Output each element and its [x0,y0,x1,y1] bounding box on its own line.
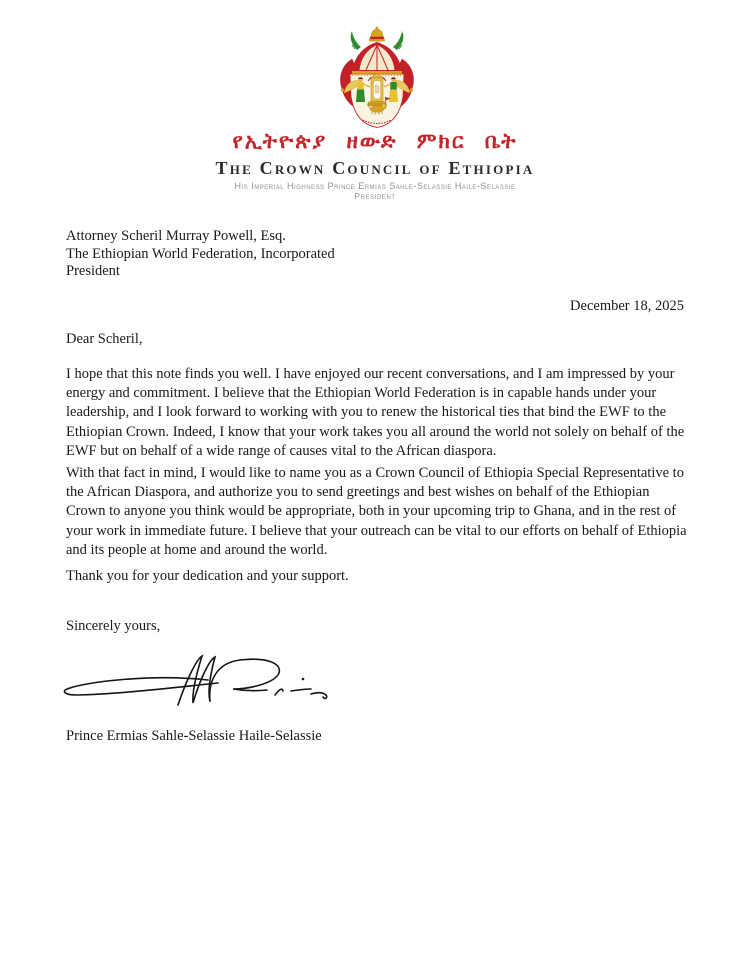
handwritten-signature-image [60,650,332,714]
recipient-block [66,228,686,281]
letterhead-presidency-line: His Imperial Highness Prince Ermias Sahle-Selassie Haile-Selassie [234,181,516,191]
recipient-organization: The Ethiopian World Federation, Incorporated [66,245,335,262]
body-paragraph-3: Thank you for your dedication and your support. [66,568,349,584]
letterhead-presidency-title: President [354,191,396,201]
letter-date: December 18, 2025 [570,298,684,314]
letterhead-amharic-title: የኢትዮጵያ ዘውድ ምክር ቤት [232,129,518,153]
salutation: Dear Scheril, [66,331,143,347]
closing-salutation: Sincerely yours, [66,618,161,634]
recipient-title: President [66,263,120,280]
coat-of-arms-icon [327,25,427,137]
crown-council-crest-image [327,25,427,137]
letterhead-org-title: The Crown Council of Ethiopia [215,158,535,178]
signer-name: Prince Ermias Sahle-Selassie Haile-Selassie [66,728,322,744]
recipient-name: Attorney Scheril Murray Powell, Esq. [66,228,286,244]
body-paragraph-1: I hope that this note finds you well. I have enjoyed our recent conversations, and I am impressed by your energy and commitment. I believe that the Ethiopian World Federation is in capable hands under your leadership, and I look forward to working with you to renew the historical ties that bind the EWF to the Ethiopian Crown. Indeed, I know that your work takes you all around the world not solely on behalf of the EWF but on behalf of a wide range of causes vital to the African diaspora. [66,366,685,459]
body-paragraph-2: With that fact in mind, I would like to name you as a Crown Council of Ethiopia Special Representative to the African Diaspora, and authorize you to send greetings and best wishes on behalf of the Ethiopian Crown to anyone you think would be appropriate, both in your upcoming trip to Ghana, and in the rest of your work in immediate future. I believe that your outreach can be vital to our efforts on behalf of Ethiopia and its people at home and around the world. [66,465,687,558]
signature-icon [60,650,332,714]
